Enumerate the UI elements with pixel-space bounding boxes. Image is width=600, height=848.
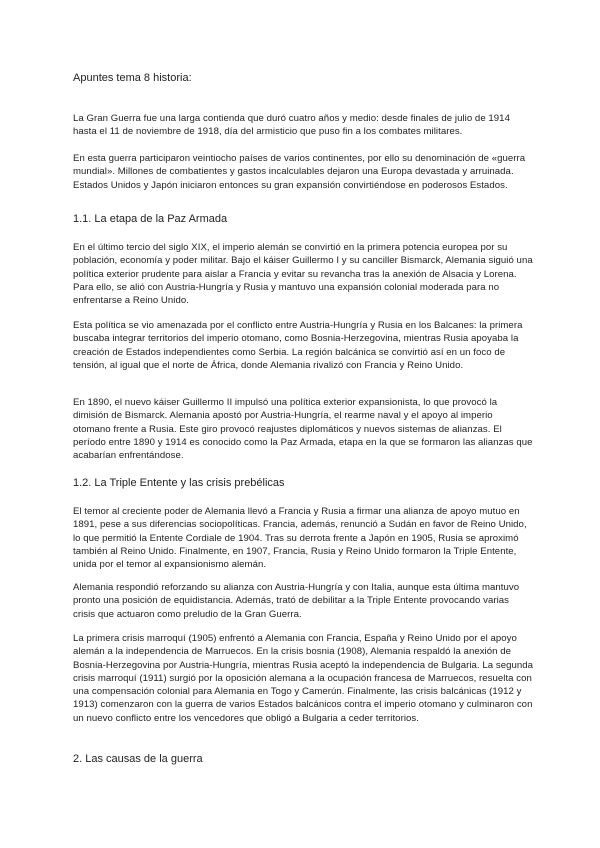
intro-paragraph-2: En esta guerra participaron veintiocho países de varios continentes, por ello su denominación de «guerra mundial». Millones de combatientes y gastos incalculables dejaron una Europa devastada y arruinada. Estados Unidos y Japón iniciaron entonces su gran expansión convirtiéndose en poderosos Estados. bbox=[73, 153, 526, 191]
section-heading-1-2: 1.2. La Triple Entente y las crisis prebélicas bbox=[73, 477, 285, 489]
section-1-2-paragraph-3: La primera crisis marroquí (1905) enfrentó a Alemania con Francia, España y Reino Unido por el apoyo alemán a la independencia de Marruecos. En la crisis bosnia (1908), Alemania respaldó la anexión de Bosnia-Herzegovina por Austria-Hungría, mientras Rusia aceptó la independencia de Bulgaria. La segunda crisis marroquí (1911) surgió por la oposición alemana a la ocupación francesa de Marruecos, resuelta con una compensación colonial para Alemania en Togo y Camerún. Finalmente, las crisis balcánicas (1912 y 1913) comenzaron con la guerra de varios Estados balcánicos contra el imperio otomano y culminaron con un nuevo conflicto entre los vencedores que obligó a Bulgaria a ceder territorios. bbox=[73, 633, 534, 724]
section-1-2-paragraph-1: El temor al creciente poder de Alemania llevó a Francia y Rusia a firmar una alianza de apoyo mutuo en 1891, pese a sus diferencias sociopolíticas. Francia, además, renunció a Sudán en favor de Reino Unido, lo que permitió la Entente Cordiale de 1904. Tras su derrota frente a Japón en 1905, Rusia se aproximó también al Reino Unido. Finalmente, en 1907, Francia, Rusia y Reino Unido formaron la Triple Entente, unida por el temor al expansionismo alemán. bbox=[73, 506, 527, 571]
intro-paragraph-1: La Gran Guerra fue una larga contienda que duró cuatro años y medio: desde finales de julio de 1914 hasta el 11 de noviembre de 1918, día del armisticio que puso fin a los combates militares. bbox=[73, 113, 510, 138]
section-1-1-paragraph-2: Esta política se vio amenazada por el conflicto entre Austria-Hungría y Rusia en los Balcanes: la primera buscaba integrar territorios del imperio otomano, como Bosnia-Herzegovina, mientras Rusia apoyaba la creación de Estados independientes como Serbia. La región balcánica se convirtió así en un foco de tensión, al igual que el norte de África, donde Alemania rivalizó con Francia y Reino Unido. bbox=[73, 320, 523, 371]
section-heading-1-1: 1.1. La etapa de la Paz Armada bbox=[73, 213, 228, 225]
section-1-2-paragraph-2: Alemania respondió reforzando su alianza con Austria-Hungría y con Italia, aunque esta última mantuvo pronto una posición de equidistancia. Además, trató de debilitar a la Triple Entente provocando varias crisis que actuaron como preludio de la Gran Guerra. bbox=[73, 582, 520, 620]
section-1-1-paragraph-1: En el último tercio del siglo XIX, el imperio alemán se convirtió en la primera potencia europea por su población, economía y poder militar. Bajo el káiser Guillermo I y su canciller Bismarck, Alemania siguió una política exterior prudente para aislar a Francia y evitar su revancha tras la anexión de Alsacia y Lorena. Para ello, se alió con Austria-Hungría y Rusia y mantuvo una expansión colonial moderada para no enfrentarse a Reino Unido. bbox=[73, 242, 533, 307]
document-title: Apuntes tema 8 historia: bbox=[73, 72, 192, 84]
section-heading-2: 2. Las causas de la guerra bbox=[73, 753, 203, 765]
section-1-1-paragraph-3: En 1890, el nuevo káiser Guillermo II impulsó una política exterior expansionista, lo que provocó la dimisión de Bismarck. Alemania apostó por Austria-Hungría, el rearme naval y el apoyo al imperio otomano frente a Rusia. Este giro provocó reajustes diplomáticos y nuevos sistemas de alianzas. El período entre 1890 y 1914 es conocido como la Paz Armada, etapa en la que se formaron las alianzas que acabarían enfrentándose. bbox=[73, 397, 533, 462]
